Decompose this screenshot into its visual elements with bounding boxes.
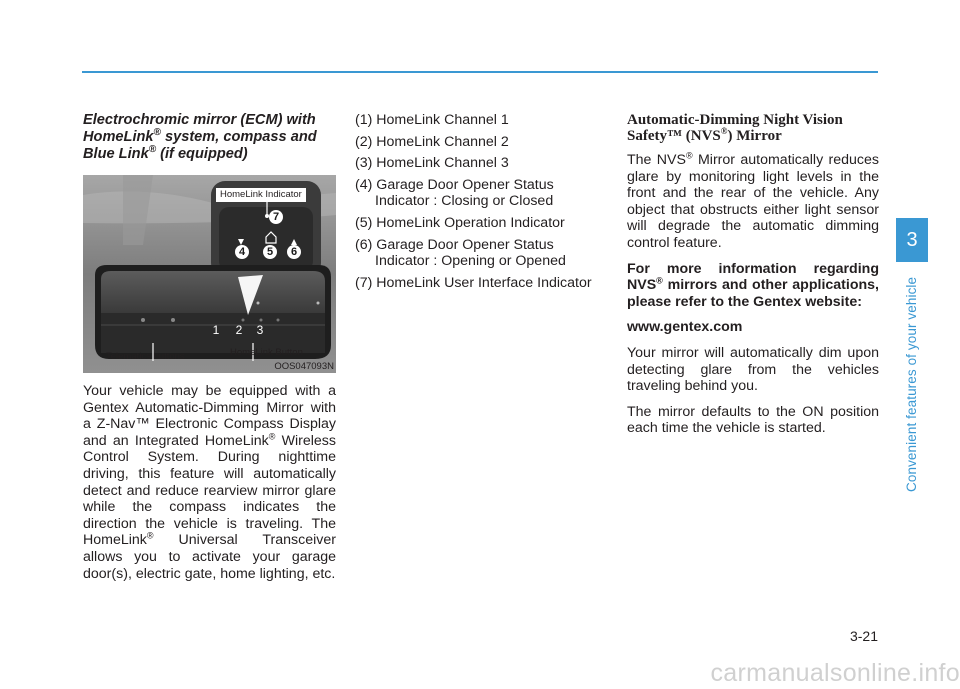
chapter-tab: 3 (896, 218, 928, 262)
homelink-indicator-label: HomeLink Indicator (216, 188, 306, 202)
figure-code: OOS047093N (274, 361, 334, 372)
nvs-paragraph-5: The mirror defaults to the ON position each time the vehicle is started. (627, 403, 879, 437)
list-item: (3) HomeLink Channel 3 (355, 155, 509, 172)
callout-3: 3 (256, 323, 264, 337)
page-number: 3-21 (849, 628, 878, 644)
callout-2: 2 (235, 323, 243, 337)
callout-1: 1 (212, 323, 220, 337)
callout-6: 6 (287, 245, 301, 259)
nvs-paragraph-1: The NVS® Mirror automatically reduces glare by monitoring light levels in the front and the rear of the vehicle. Any object that obstructs either light sensor will degrade the automatic dimming control feature. (627, 150, 879, 251)
list-item: (2) HomeLink Channel 2 (355, 133, 509, 150)
nvs-paragraph-4: Your mirror will automatically dim upon detecting glare from the vehicles traveling behind you. (627, 344, 879, 395)
list-item: (4) Garage Door Opener Status Indicator : Closing or Closed (355, 176, 554, 210)
intro-paragraph: Your vehicle may be equipped with a Gentex Automatic-Dimming Mirror with a Z-Nav™ Electronic Compass Display and an Integrated HomeLink® Wireless Control System. During nighttime driving, this feature will automatically detect and reduce rearview mirror glare while the compass indicates the direction the vehicle is traveling. The HomeLink® Universal Transceiver allows you to activate your garage door(s), electric gate, home lighting, etc. (83, 383, 336, 582)
list-item: (1) HomeLink Channel 1 (355, 112, 509, 128)
nvs-paragraph-2: For more information regarding NVS® mirrors and other applications, please refer to the Gentex website: (627, 260, 879, 310)
list-item: (6) Garage Door Opener Status Indicator : Opening or Opened (355, 236, 566, 270)
list-item: (7) HomeLink User Interface Indicator (355, 274, 592, 291)
section-title: Electrochromic mirror (ECM) with HomeLink® system, compass and Blue Link® (if equipped) (83, 112, 317, 162)
callout-4: 4 (235, 245, 249, 259)
nvs-heading: Automatic-Dimming Night Vision Safety™ (NVS®) Mirror (627, 112, 843, 144)
callout-5: 5 (263, 245, 277, 259)
chapter-title-vertical: Convenient features of your vehicle (904, 276, 919, 492)
component-list (355, 112, 610, 291)
telematics-buttons-label: Telematics buttons (106, 351, 185, 362)
mirror-figure (83, 175, 336, 373)
top-rule (82, 71, 878, 73)
watermark: carmanualsonline.info (710, 659, 960, 687)
mirror-illustration (83, 175, 336, 373)
column-left (83, 112, 336, 582)
homelink-button-label: HomeLink Button (230, 347, 303, 358)
column-right (627, 112, 879, 446)
list-item: (5) HomeLink Operation Indicator (355, 214, 565, 231)
callout-7: 7 (269, 210, 283, 224)
gentex-website-link[interactable]: www.gentex.com (627, 319, 743, 336)
column-middle (355, 112, 610, 296)
